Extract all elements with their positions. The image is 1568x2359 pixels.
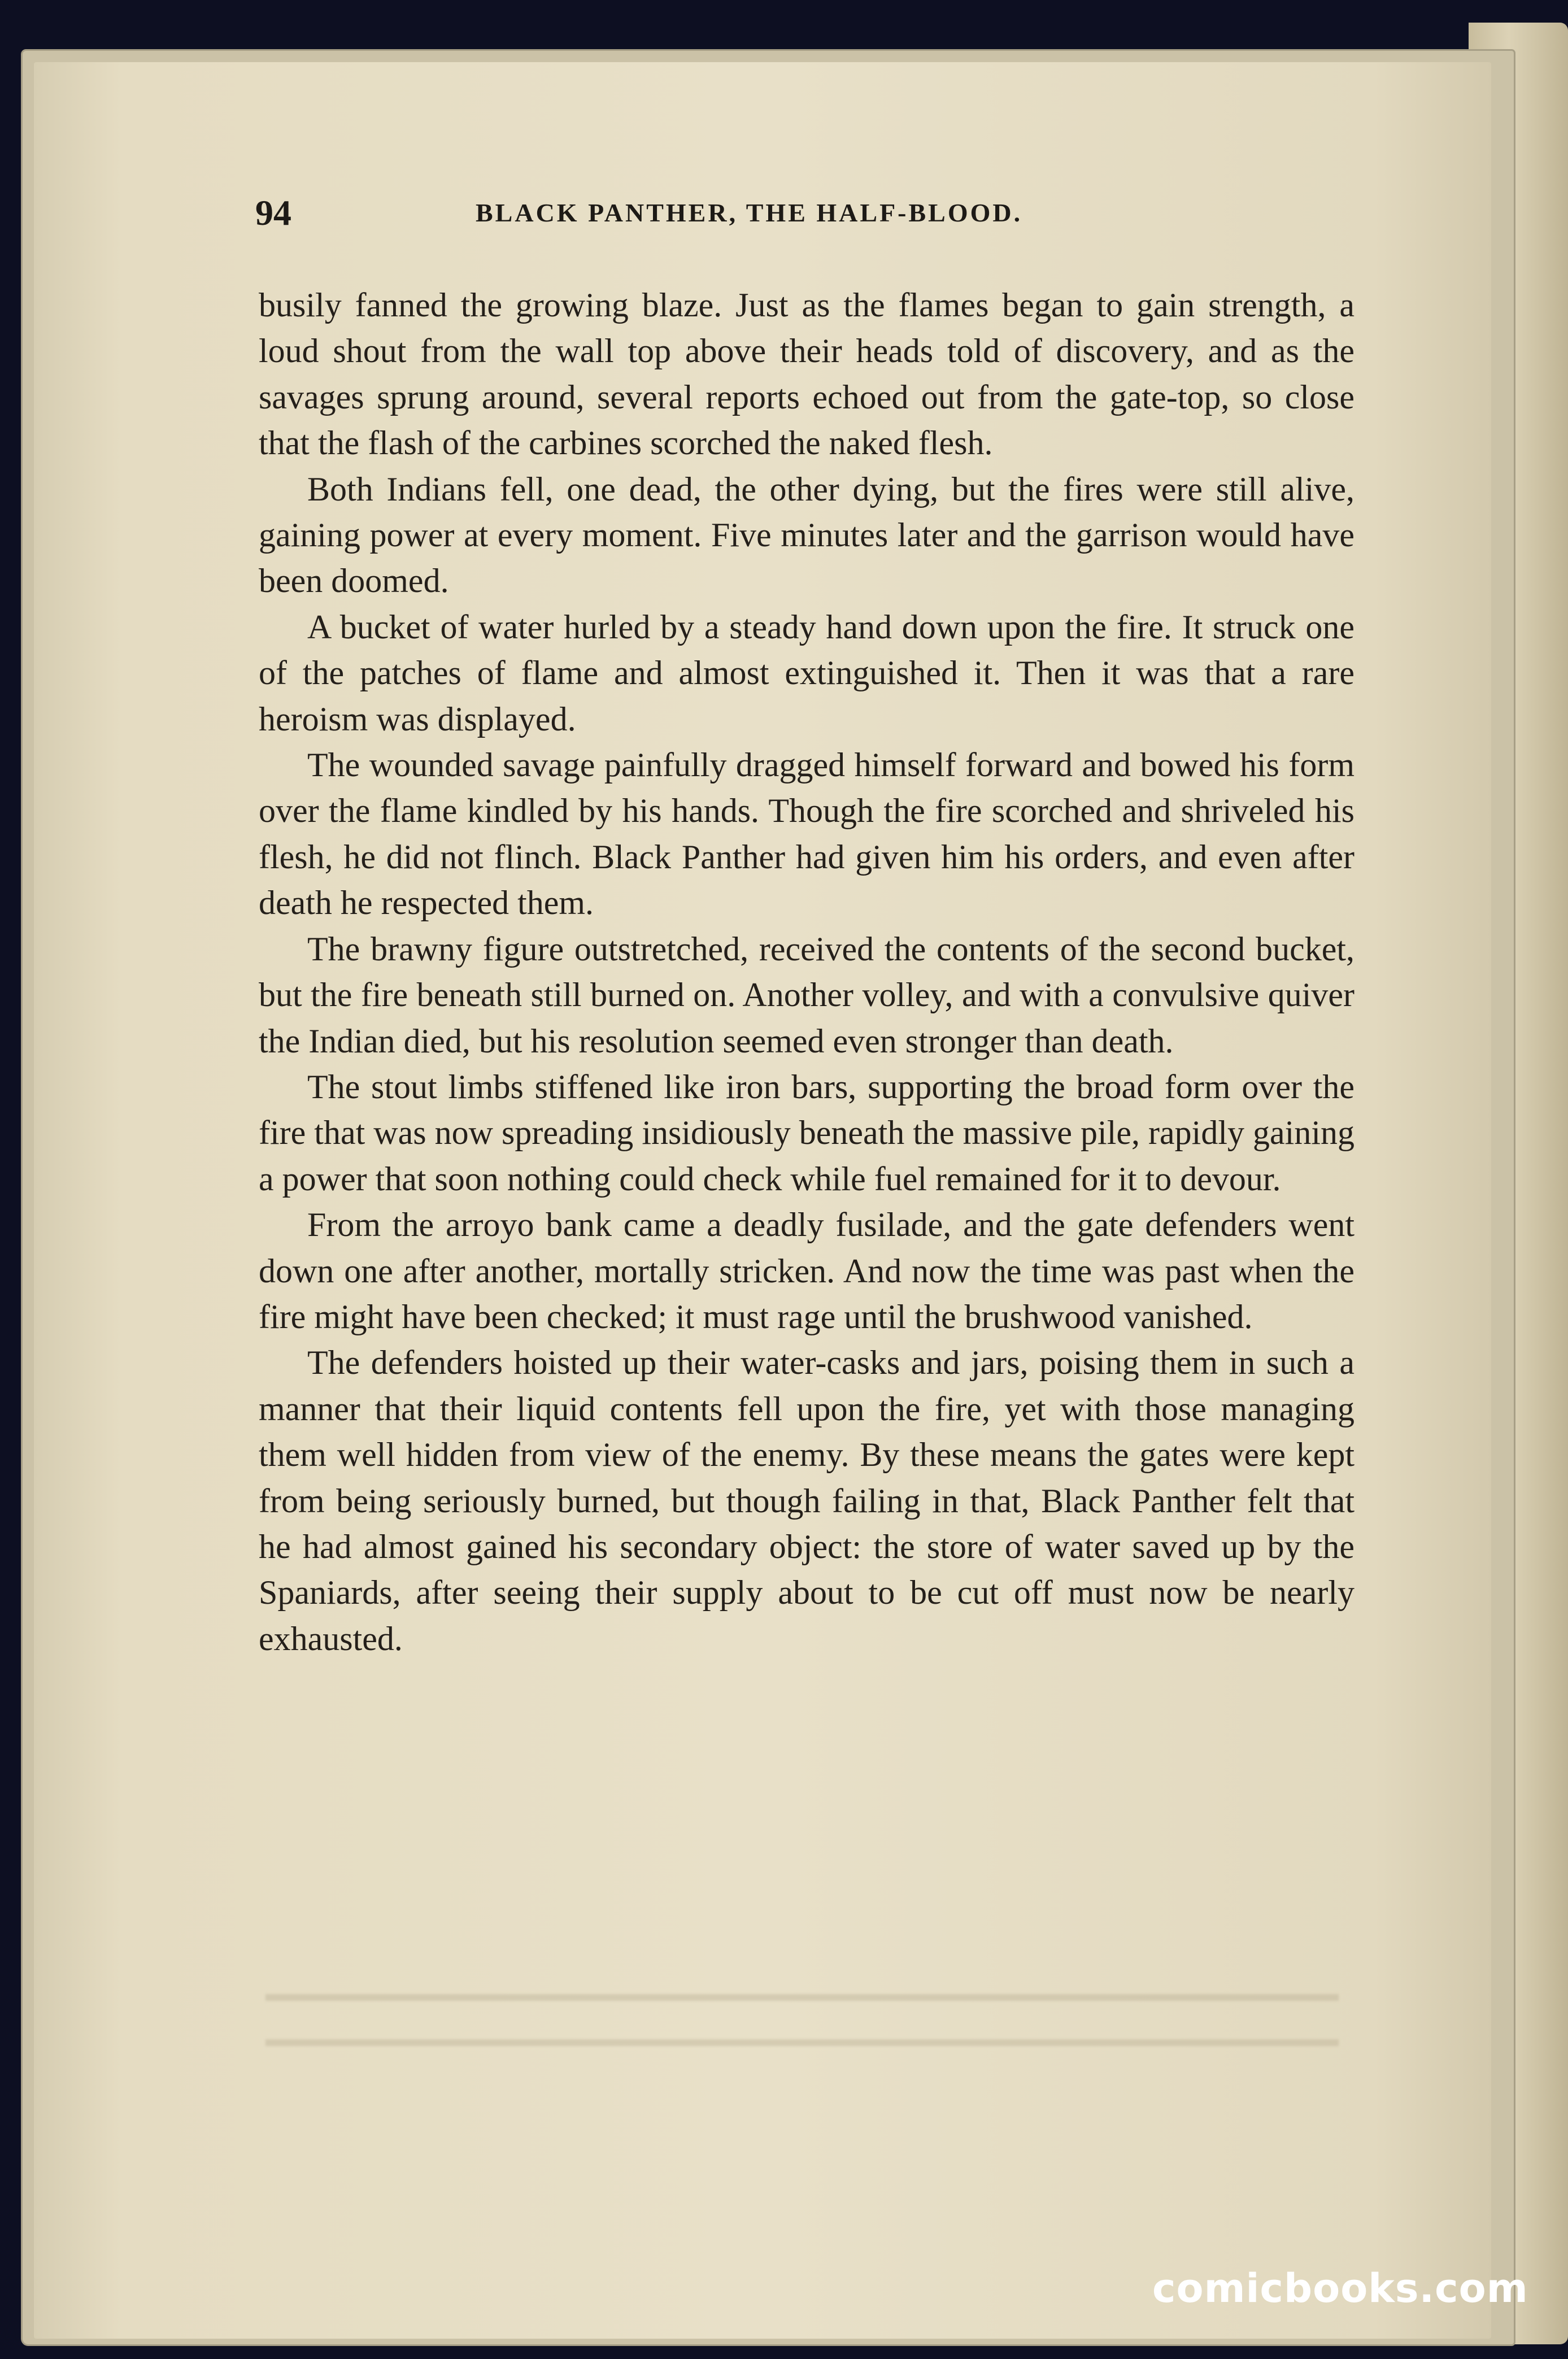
paragraph: The wounded savage painfully dragged himself forward and bowed his form over the flame kindled by his hands. Though the fire scorched and shriveled his flesh, he did not flinch. Black Panther had given him his orders, and even after death he respected them. xyxy=(259,746,1354,922)
paragraph: Both Indians fell, one dead, the other dying, but the fires were still alive, gaining power at every moment. Five minutes later and the garrison would have been doomed. xyxy=(259,470,1354,600)
paragraph: The defenders hoisted up their water-casks and jars, poising them in such a manner that their liquid contents fell upon the fire, yet with those managing them well hidden from view of the enemy. By these means the gates were kept from being seriously burned, but though failing in that, Black Panther felt that he had almost gained his secondary object: the store of water saved up by the Spaniards, after seeing their supply about to be cut off must now be nearly exhausted. xyxy=(259,1344,1354,1657)
paragraph: busily fanned the growing blaze. Just as the flames began to gain strength, a loud shout from the wall top above their heads told of discovery, and as the savages sprung around, several reports echoed out from the gate-top, so close that the flash of the carbines scorched the naked flesh. xyxy=(259,286,1354,462)
paragraph: The stout limbs stiffened like iron bars, supporting the broad form over the fire that was now spreading insidiously beneath the massive pile, rapidly gaining a power that soon nothing could check while fuel remained for it to devour. xyxy=(259,1068,1354,1198)
watermark: comicbooks.com xyxy=(1152,2265,1528,2312)
paragraph: A bucket of water hurled by a steady hand down upon the fire. It struck one of the patches of flame and almost extinguished it. Then it was that a rare heroism was displayed. xyxy=(259,608,1354,738)
body-text xyxy=(259,282,1354,1662)
paragraph: The brawny figure outstretched, received the contents of the second bucket, but the fire beneath still burned on. Another volley, and with a convulsive quiver the Indian died, but his resolution seemed even stronger than death. xyxy=(259,930,1354,1060)
paragraph: From the arroyo bank came a deadly fusilade, and the gate defenders went down one after another, mortally stricken. And now the time was past when the fire might have been checked; it must rage until the brushwood vanished. xyxy=(259,1206,1354,1335)
running-head: BLACK PANTHER, THE HALF-BLOOD. xyxy=(476,198,1023,227)
show-through-text xyxy=(265,1971,1339,2084)
page-number: 94 xyxy=(255,193,291,233)
page-header xyxy=(255,192,1362,249)
